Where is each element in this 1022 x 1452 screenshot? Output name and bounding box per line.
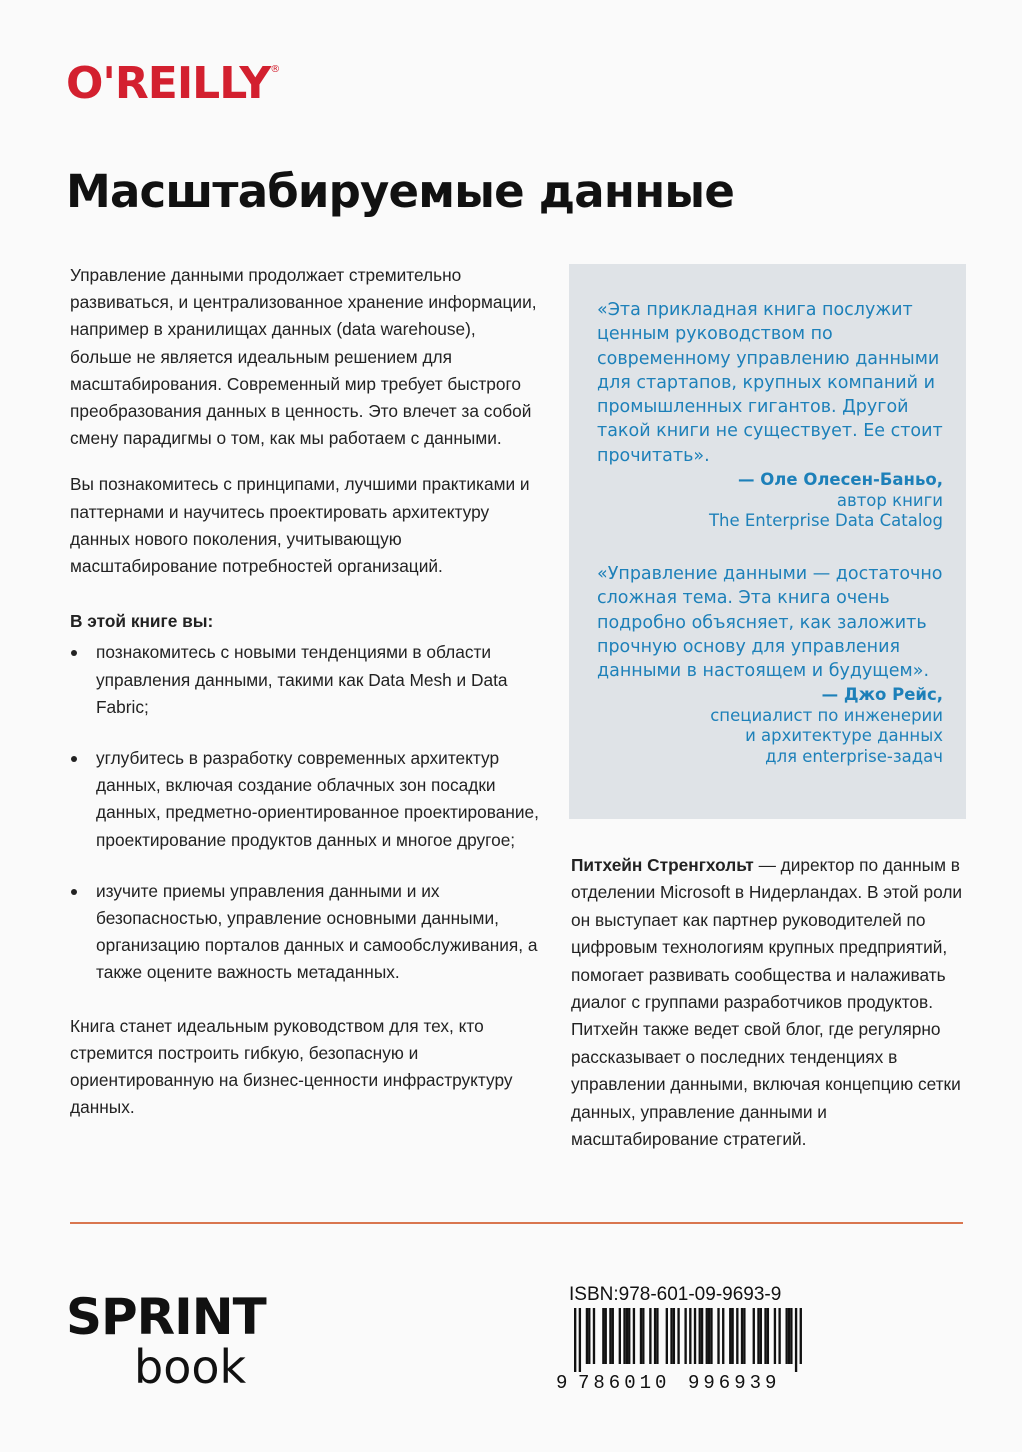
- barcode-bar: [701, 1308, 703, 1364]
- barcode-bar: [699, 1308, 701, 1364]
- quote-author: — Оле Олесен-Баньо,: [738, 470, 943, 490]
- quote-attribution: [597, 685, 943, 767]
- barcode-bar: [706, 1308, 708, 1364]
- barcode-bar: [673, 1308, 675, 1364]
- barcode-bar: [753, 1308, 755, 1364]
- description-paragraph-2: Вы познакомитесь с принципами, лучшими практиками и паттернами и научитесь проектировать архитектуру данных нового поколения, учитывающую масштабирование потребностей организаций.: [70, 474, 530, 577]
- list-heading: В этой книге вы:: [70, 611, 214, 632]
- quote-author-role-3: для enterprise-задач: [765, 746, 943, 766]
- barcode-bar: [760, 1308, 762, 1364]
- barcode-bar: [619, 1308, 621, 1364]
- description: [70, 262, 540, 1121]
- barcode-bar: [689, 1308, 691, 1364]
- barcode-bar: [670, 1308, 672, 1364]
- quote-author-role: автор книги: [836, 490, 943, 510]
- barcode-bar: [710, 1308, 712, 1364]
- barcode-bar: [626, 1308, 628, 1364]
- quote-1: [597, 298, 943, 532]
- description-paragraph-1: Управление данными продолжает стремительно развиваться, и централизованное хранение информации, например в хранилищах данных (data warehouse), больше не является идеальным решением для масштабирования. Современный мир требует быстрого преобразования данных в ценность. Это влечет за собой смену парадигмы о том, как мы работаем с данными.: [70, 265, 537, 449]
- barcode-bar: [612, 1308, 614, 1364]
- feature-list: [70, 639, 540, 986]
- barcode-bar: [708, 1308, 710, 1364]
- divider: [70, 1222, 963, 1224]
- book-title: Масштабируемые данные: [66, 165, 735, 218]
- barcode-bar: [743, 1308, 745, 1364]
- quote-author-role-2: и архитектуре данных: [745, 726, 943, 746]
- barcode-bar: [722, 1308, 724, 1364]
- barcode-bar: [605, 1308, 607, 1364]
- registered-mark: ®: [270, 64, 280, 75]
- barcode-bar: [778, 1308, 780, 1364]
- barcode-bars: [574, 1308, 802, 1372]
- barcode-bar: [574, 1308, 576, 1372]
- author-bio: [571, 852, 966, 1153]
- barcode-bar: [649, 1308, 651, 1364]
- barcode-digits-right: 996939: [688, 1372, 781, 1390]
- barcode: [556, 1286, 806, 1390]
- quote-attribution: [597, 470, 943, 532]
- barcode-bar: [741, 1308, 743, 1364]
- barcode-bar: [623, 1308, 625, 1364]
- barcode-bar: [579, 1308, 581, 1372]
- barcode-bar: [729, 1308, 731, 1364]
- barcode-bar: [717, 1308, 719, 1364]
- publisher-logo-text: O'REILLY: [66, 58, 271, 109]
- list-item: познакомитесь с новыми тенденциями в области управления данными, такими как Data Mesh и Data Fabric;: [70, 639, 540, 721]
- barcode-bar: [666, 1308, 668, 1364]
- isbn-label: ISBN:978-601-09-9693-9: [569, 1284, 782, 1305]
- barcode-bar: [588, 1308, 590, 1364]
- quote-text: «Эта прикладная книга послужит ценным руководством по современному управлению данными для стартапов, крупных компаний и промышленных гигантов. Другой такой книги не существует. Ее стоит прочитать».: [597, 300, 943, 466]
- barcode-bar: [640, 1308, 642, 1364]
- barcode-bar: [774, 1308, 776, 1364]
- barcode-bar: [767, 1308, 769, 1364]
- quote-text: «Управление данными — достаточно сложная тема. Эта книга очень подробно объясняет, как заложить прочную основу для управления данными в настоящем и будущем».: [597, 564, 943, 682]
- barcode-bar: [788, 1308, 790, 1364]
- sprint-book-logo: [66, 1286, 306, 1386]
- imprint-line-2: book: [134, 1340, 247, 1386]
- barcode-digit-lead: 9: [556, 1372, 568, 1390]
- barcode-bar: [642, 1308, 644, 1364]
- quote-author: — Джо Рейс,: [821, 685, 943, 705]
- barcode-bar: [654, 1308, 656, 1364]
- quote-2: [597, 562, 943, 767]
- imprint-line-1: SPRINT: [66, 1288, 266, 1346]
- list-item: изучите приемы управления данными и их безопасностью, управление основными данными, организацию порталов данных и самообслуживания, а также оцените важность метаданных.: [70, 878, 540, 987]
- publisher-logo: [66, 58, 279, 109]
- list-item: углубитесь в разработку современных архитектур данных, включая создание облачных зон посадки данных, предметно-ориентированное проектирование, проектирование продуктов данных и многое другое;: [70, 745, 540, 854]
- barcode-bar: [602, 1308, 604, 1364]
- barcode-bar: [694, 1308, 696, 1364]
- barcode-bar: [593, 1308, 595, 1364]
- barcode-bar: [795, 1308, 797, 1372]
- author-bio-body: — директор по данным в отделении Microsoft в Нидерландах. В этой роли он выступает как партнер руководителей по цифровым технологиям крупных предприятий, помогает развивать сообщества и налаживать диалог с группами разработчиков продуктов. Питхейн также ведет свой блог, где регулярно рассказывает о последних тенденциях в управлении данными, включая концепцию сетки данных, управление данными и масштабирование стратегий.: [571, 855, 963, 1150]
- barcode-bar: [757, 1308, 759, 1364]
- barcode-digits-left: 786010: [578, 1372, 671, 1390]
- barcode-bar: [677, 1308, 679, 1364]
- quote-author-role: специалист по инженерии: [710, 705, 943, 725]
- barcode-bar: [628, 1308, 630, 1364]
- barcode-bar: [586, 1308, 588, 1364]
- barcode-bar: [786, 1308, 788, 1364]
- barcode-bar: [684, 1308, 686, 1364]
- barcode-bar: [633, 1308, 635, 1364]
- quote-author-book: The Enterprise Data Catalog: [708, 511, 943, 531]
- barcode-bar: [609, 1308, 611, 1364]
- author-bio-text: [571, 852, 966, 1153]
- barcode-bar: [656, 1308, 658, 1364]
- barcode-bar: [800, 1308, 802, 1364]
- barcode-bar: [731, 1308, 733, 1364]
- quote-box: [569, 264, 966, 819]
- barcode-bar: [764, 1308, 766, 1364]
- closing-paragraph: Книга станет идеальным руководством для тех, кто стремится построить гибкую, безопасную и ориентированную на бизнес-ценности инфраструктуру данных.: [70, 1015, 513, 1118]
- barcode-bar: [736, 1308, 738, 1364]
- barcode-bar: [790, 1308, 792, 1364]
- author-name: Питхейн Стренгхольт: [571, 855, 754, 875]
